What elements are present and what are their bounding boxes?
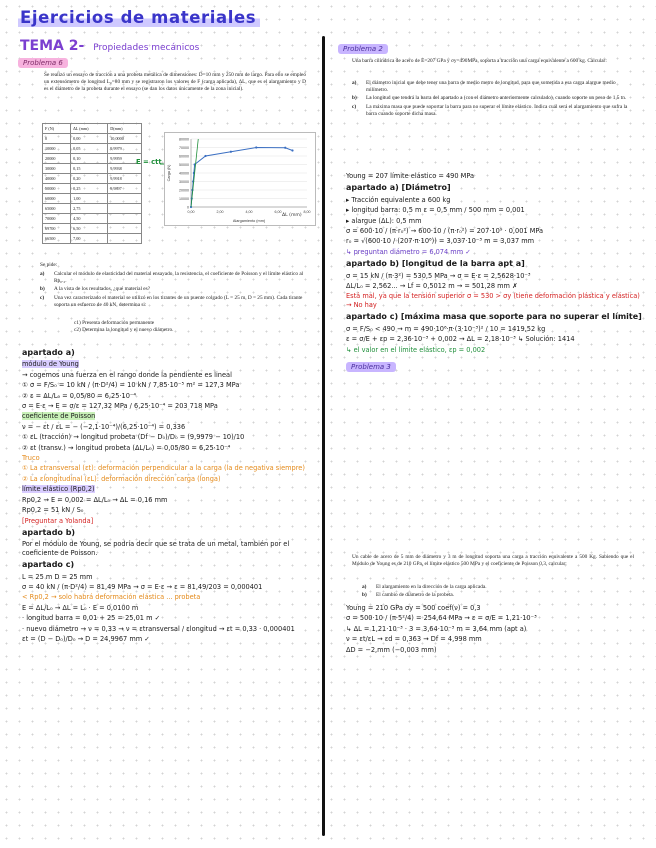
- table-cell: 50000: [43, 184, 71, 194]
- handwritten-line: [346, 346, 642, 354]
- handwritten-text: L = 25 m D = 25 mm: [22, 572, 93, 581]
- handwritten-line: [22, 381, 318, 389]
- subquestion: c1) Presenta deformación permanente: [74, 320, 155, 326]
- table-header-cell: D(mm): [108, 124, 142, 134]
- handwritten-line: [22, 561, 318, 569]
- question-text: Una vez caracterizado el material se utilizó en los tirantes de un puente colgado (L = 25 m, D = 25 mm). Cada tirante soporta un esfuerzo de 40 kN, determina si:: [54, 294, 303, 308]
- handwritten-line: [346, 272, 642, 280]
- table-cell: 0: [43, 134, 71, 144]
- table-cell: [108, 234, 142, 244]
- handwritten-text: ▸ longitud barra: 0,5 m ε = 0,5 mm / 500 mm = 0,001: [346, 206, 525, 215]
- table-cell: 60000: [43, 194, 71, 204]
- handwritten-line: [22, 583, 318, 591]
- handwritten-line: [346, 635, 642, 643]
- handwritten-text: límite elástico (Rp0,2): [22, 485, 95, 494]
- tema-subtitle: Propiedades mecánicos: [93, 43, 200, 53]
- data-point: [204, 155, 206, 157]
- data-point: [255, 146, 257, 148]
- handwritten-line: [346, 248, 642, 256]
- column-divider: [322, 36, 325, 836]
- table-row: [43, 234, 142, 244]
- handwritten-line: [346, 217, 642, 225]
- handwritten-line: [22, 444, 318, 452]
- handwritten-text: apartado c) [máxima masa que soporte para no superar el límite]: [346, 312, 642, 322]
- table-row: [43, 154, 142, 164]
- handwritten-line: [22, 506, 318, 514]
- handwritten-line: [22, 593, 318, 601]
- handwritten-line: [22, 349, 318, 357]
- question-item: [362, 584, 632, 591]
- handwritten-line: [346, 282, 642, 290]
- question-item: [352, 80, 634, 94]
- question-key: c): [40, 294, 45, 301]
- handwritten-text: ε = σ/E + εp = 2,36·10⁻³ + 0,002 → ΔL = 2,18·10⁻³ ↳ Solución: 1414: [346, 335, 575, 344]
- y-tick-label: 70000: [179, 146, 189, 150]
- table-row: [43, 214, 142, 224]
- question-item: [352, 95, 634, 102]
- handwritten-text: · nuevo diámetro → ν = 0,33 → ν = εtransversal / εlongitud → εt = 0,33 · 0,000401: [22, 624, 295, 633]
- x-tick-label: 8,00: [303, 210, 311, 214]
- handwritten-line: [22, 475, 318, 483]
- handwritten-text: ν = − εt / εL = − (−2,1·10⁻⁴)/(6,25·10⁻⁴) = 0,336: [22, 422, 186, 431]
- handwritten-line: [22, 433, 318, 441]
- handwritten-line: [346, 292, 642, 309]
- handwritten-text: apartado b) [longitud de la barra apt a]: [346, 259, 525, 269]
- page-title: Ejercicios de materiales: [18, 8, 260, 27]
- question-item: [362, 592, 632, 599]
- handwritten-line: [346, 206, 642, 214]
- handwritten-text: Rp0,2 → E = 0,002 = ΔL/L₀ → ΔL = 0,16 mm: [22, 495, 168, 504]
- handwritten-text: apartado a) [Diámetro]: [346, 183, 451, 193]
- handwritten-line: [346, 625, 642, 633]
- problem2-statement: Una barra cilíndrica de acero de E=207 GPa y σy=490MPa, soporta a tracción una carga equivalente a 600 kg. Calcular:: [352, 58, 607, 64]
- data-point: [291, 149, 293, 151]
- chart-svg: [165, 133, 315, 225]
- table-cell: 66500: [43, 234, 71, 244]
- handwritten-line: [346, 614, 642, 622]
- handwritten-line: [346, 172, 642, 180]
- handwritten-line: [22, 604, 318, 612]
- subquestion: c2) Determina la longitud y el nuevo diámetro.: [74, 327, 174, 334]
- handwritten-text: Young = 210 GPa σy = 500 coef(ν) = 0,3: [346, 604, 481, 612]
- table-cell: 70000: [43, 214, 71, 224]
- handwritten-text: ▸ Tracción equivalente a 600 kg: [346, 195, 451, 204]
- y-tick-label: 20000: [179, 188, 189, 193]
- question-text: La máxima masa que puede soportar la barra para no superar el límite elástico. Indica cuál será el alargamiento que sufra la barra cuando soporte dicha masa.: [366, 103, 628, 117]
- handwritten-line: [346, 237, 642, 245]
- load-elongation-chart: [164, 132, 316, 226]
- table-cell: 9,9918: [108, 174, 142, 184]
- handwritten-text: · longitud barra = 0,01 + 25 = 25,01 m ✓: [22, 614, 161, 623]
- question-key: c): [352, 103, 357, 110]
- table-cell: 4,50: [71, 214, 108, 224]
- handwritten-text: ↳ el valor en el límite elástico, εp = 0,002: [346, 345, 486, 354]
- question-text: El diámetro inicial que debe tener una barra de medio metro de longitud, para que sometida a esa carga alargue medio milímetro.: [366, 80, 616, 94]
- problem2-label: Problema 2: [338, 44, 388, 54]
- handwritten-text: Young = 207 límite elástico = 490 MPa: [346, 172, 475, 180]
- table-cell: 30000: [43, 164, 71, 174]
- handwritten-text: Está mal, ya que la tensión superior σ = 530 > σy (tiene deformación plástica y elástica) → No hay: [346, 292, 640, 309]
- data-point: [230, 151, 232, 153]
- y-tick-label: 60000: [179, 154, 189, 159]
- handwritten-line: [22, 402, 318, 410]
- table-cell: 0,05: [71, 144, 108, 154]
- handwritten-line: [346, 196, 642, 204]
- table-row: [43, 164, 142, 174]
- x-tick-label: 4,00: [245, 210, 253, 214]
- handwritten-text: E = ΔL/L₀ → ΔL = L₀ · E = 0,0100 m: [22, 603, 139, 612]
- handwritten-text: σ = 600·10 / (π·r₀²) → 600·10 / (π·r₀²) = 207·10⁹ · 0,001 MPa: [346, 227, 544, 236]
- table-cell: 0,20: [71, 174, 108, 184]
- problem3-statement: Un cable de acero de 5 mm de diámetro y 3 m de longitud soporta una carga a tracción equivalente a 500 Kg. Sabiendo que el Módulo de Young es de 210 GPa, el límite elástico 500 MPa y el coeficiente de Poisson 0,3, calcular:: [352, 554, 634, 568]
- chart-annotation: E = ctt: [136, 158, 162, 166]
- handwritten-line: [22, 371, 318, 379]
- data-table: [42, 123, 142, 244]
- table-cell: 10,0000: [108, 134, 142, 144]
- table-cell: [108, 204, 142, 214]
- handwritten-text: ② εt (transv.) → longitud probeta (ΔL/L₀) = 0,05/80 = 6,25·10⁻⁴: [22, 443, 231, 452]
- handwritten-line: [346, 604, 642, 612]
- table-cell: 2,75: [71, 204, 108, 214]
- question-text: El cambio de diámetro de la probeta.: [376, 592, 455, 599]
- question-key: a): [40, 271, 45, 277]
- handwritten-text: ↳ ΔL = 1,21·10⁻³ · 3 = 3,64·10⁻³ m = 3,64 mm (apt a): [346, 624, 527, 633]
- table-cell: 9,9938: [108, 164, 142, 174]
- y-tick-label: 50000: [179, 163, 189, 167]
- handwritten-line: [346, 227, 642, 235]
- handwritten-line: [22, 454, 318, 462]
- table-cell: [108, 194, 142, 204]
- handwritten-text: σ = 40 kN / (π·D²/4) = 81,49 MPa → σ = E·ε → ε = 81,49/203 = 0,000401: [22, 582, 263, 591]
- x-tick-label: 6,00: [274, 210, 282, 214]
- question-item: [352, 104, 634, 118]
- handwritten-text: Truco: [22, 454, 40, 463]
- y-tick-label: 0: [187, 205, 189, 210]
- y-tick-label: 80000: [179, 137, 189, 142]
- handwritten-text: ΔL/L₀ = 2,562... → Lf = 0,5012 m → = 501,28 mm ✗: [346, 282, 518, 291]
- table-cell: 7,00: [71, 234, 108, 244]
- question-key: b): [352, 95, 357, 102]
- handwritten-line: [22, 614, 318, 622]
- question-key: b): [40, 286, 45, 293]
- problem3-notes: [346, 604, 642, 656]
- handwritten-text: Rp0,2 = 51 kN / S₀: [22, 506, 84, 515]
- question-text: Calcular el módulo de elasticidad del material ensayado, la resistencia, el coeficiente de Poisson y el límite elástico al Rp₀.₂.: [54, 271, 304, 285]
- handwritten-line: [22, 485, 318, 493]
- handwritten-text: [Preguntar a Yolanda]: [22, 516, 94, 525]
- handwritten-text: Por el módulo de Young, se podría decir que se trata de un metal, también por el coeficiente de Poisson.: [22, 540, 290, 557]
- handwritten-text: ↳ preguntan diámetro = 6,074 mm ✓: [346, 247, 471, 256]
- handwritten-text: ΔD = −2,mm (−0,003 mm): [346, 645, 437, 654]
- problem6-label: Problema 6: [18, 58, 68, 68]
- handwritten-text: ① La εtransversal (εt): deformación perpendicular a la carga (la de negativa siempre): [22, 464, 305, 473]
- handwritten-text: apartado a): [22, 348, 75, 357]
- handwritten-text: < Rp0,2 → solo habrá deformación elástica ... probeta: [22, 593, 201, 602]
- data-point: [284, 147, 286, 149]
- table-cell: 1,00: [71, 194, 108, 204]
- table-header-cell: F (N): [43, 124, 71, 134]
- table-cell: 0,15: [71, 164, 108, 174]
- table-header-cell: ΔL (mm): [71, 124, 108, 134]
- question-key: a): [352, 80, 357, 86]
- question-key: a): [362, 584, 367, 590]
- se-pide: Se pide:: [40, 262, 58, 268]
- table-cell: 40000: [43, 174, 71, 184]
- handwritten-line: [346, 325, 642, 333]
- table-row: [43, 194, 142, 204]
- handwritten-line: [22, 360, 318, 368]
- table-row: [43, 204, 142, 214]
- problem6-subquestions: [74, 320, 304, 334]
- handwritten-text: ① σ = F/S₀ = 10 kN / (π·D²/4) = 10 kN / 7,85·10⁻⁵ m² = 127,3 MPa: [22, 381, 240, 390]
- table-cell: 6,50: [71, 224, 108, 234]
- table-cell: 10000: [43, 144, 71, 154]
- question-item: [40, 271, 308, 285]
- right-handwritten-notes: [346, 172, 642, 372]
- handwritten-text: → cogemos una fuerza en el rango donde la pendiente es lineal: [22, 370, 232, 379]
- handwritten-text: ② ε = ΔL/L₀ = 0,05/80 = 6,25·10⁻⁴: [22, 391, 137, 400]
- question-item: [40, 295, 308, 309]
- handwritten-line: [22, 635, 318, 643]
- handwritten-text: σ = 15 kN / (π·3²) = 530,5 MPa → σ = E·ε = 2,5628·10⁻³: [346, 271, 531, 280]
- table-row: [43, 184, 142, 194]
- handwritten-text: σ = E·ε → E = σ/ε = 127,32 MPa / 6,25·10⁻⁴ = 203 718 MPa: [22, 402, 218, 411]
- handwritten-text: ① εL (tracción) → longitud probeta (Df − D₀)/D₀ = (9,9979 − 10)/10: [22, 433, 245, 442]
- table-cell: [108, 224, 142, 234]
- table-row: [43, 144, 142, 154]
- table-row: [43, 134, 142, 144]
- table-cell: 65000: [43, 204, 71, 214]
- x-tick-label: 0,00: [187, 210, 195, 214]
- handwritten-text: r₀ = √(600·10 / (207·π·10⁶)) = 3,037·10⁻³ m = 3,037 mm: [346, 237, 535, 246]
- problem6-statement: Se realizó un ensayo de tracción a una probeta metálica de dimensiones: D=10 mm y 250 mm de largo. Para ello se empleó un extensómetro de longitud L₀=80 mm y se registraron los valores de F (carga aplicada), ΔL, que es el alargamiento y D es el diámetro de la probeta durante el ensayo (se dan los datos únicamente de la zona inicial).: [44, 72, 306, 93]
- table-cell: 9,9979: [108, 144, 142, 154]
- question-key: b): [362, 592, 367, 599]
- handwritten-line: [22, 529, 318, 537]
- handwritten-line: [22, 496, 318, 504]
- left-handwritten-notes: [22, 345, 318, 645]
- problem3-label: Problema 3: [346, 362, 396, 372]
- x-unit-label: ΔL (mm): [282, 213, 302, 218]
- handwritten-line: [22, 423, 318, 431]
- handwritten-line: [346, 335, 642, 343]
- handwritten-text: ② La εlongitudinal (εL): deformación dirección carga (longa): [22, 474, 221, 483]
- handwritten-text: módulo de Young: [22, 360, 79, 369]
- handwritten-text: σ = 500·10 / (π·5²/4) = 254,64 MPa → ε = σ/E = 1,21·10⁻³: [346, 614, 537, 623]
- handwritten-text: εt = (D − D₀)/D₀ → D = 24,9967 mm ✓: [22, 634, 150, 643]
- table-cell: 20000: [43, 154, 71, 164]
- question-text: La longitud que tendrá la barra del apartado a (con el diámetro anteriormente calculado), cuando soporte un peso de 1,5 tn.: [366, 95, 627, 102]
- table-cell: [108, 214, 142, 224]
- question-text: A la vista de los resultados, ¿qué material es?: [54, 286, 151, 293]
- handwritten-line: [22, 392, 318, 400]
- y-tick-label: 30000: [179, 180, 189, 184]
- y-axis-title: Carga (N): [167, 164, 171, 182]
- handwritten-line: [22, 464, 318, 472]
- y-tick-label: 10000: [179, 197, 189, 201]
- table-cell: 69700: [43, 224, 71, 234]
- y-tick-label: 40000: [179, 171, 189, 176]
- x-axis-title: Alargamiento (mm): [232, 219, 266, 223]
- table-cell: 0,00: [71, 134, 108, 144]
- table-row: [43, 174, 142, 184]
- handwritten-line: [22, 625, 318, 633]
- table-cell: 0,10: [71, 154, 108, 164]
- table-cell: 9,9897: [108, 184, 142, 194]
- question-text: El alargamiento en la dirección de la carga aplicada.: [376, 584, 487, 590]
- problem2-questions: [352, 80, 634, 119]
- handwritten-text: coeficiente de Poisson: [22, 412, 96, 421]
- problem6-questions: [40, 271, 308, 310]
- table-cell: 0,25: [71, 184, 108, 194]
- handwritten-line: [22, 540, 318, 557]
- handwritten-line: [346, 313, 642, 321]
- handwritten-line: [22, 412, 318, 420]
- handwritten-text: σ = F/S₀ < 490 → m = 490·10⁶·π·(3·10⁻³)² / 10 = 1419,52 kg: [346, 324, 546, 333]
- handwritten-line: [22, 573, 318, 581]
- question-item: [40, 286, 308, 293]
- handwritten-line: [346, 260, 642, 268]
- tema-label: TEMA 2-: [20, 38, 85, 54]
- handwritten-text: apartado c): [22, 560, 75, 570]
- handwritten-text: apartado b): [22, 527, 76, 537]
- problem3-questions: [362, 584, 632, 600]
- handwritten-line: [22, 517, 318, 525]
- handwritten-line: [346, 646, 642, 654]
- handwritten-text: ▸ alargue (ΔL): 0,5 mm: [346, 216, 422, 225]
- table-cell: 9,9959: [108, 154, 142, 164]
- table-row: [43, 224, 142, 234]
- handwritten-text: ν = εt/εL → εd = 0,363 → Df = 4,998 mm: [346, 635, 482, 644]
- x-tick-label: 2,00: [216, 210, 224, 214]
- handwritten-line: [346, 184, 642, 192]
- tema-heading: [20, 38, 199, 54]
